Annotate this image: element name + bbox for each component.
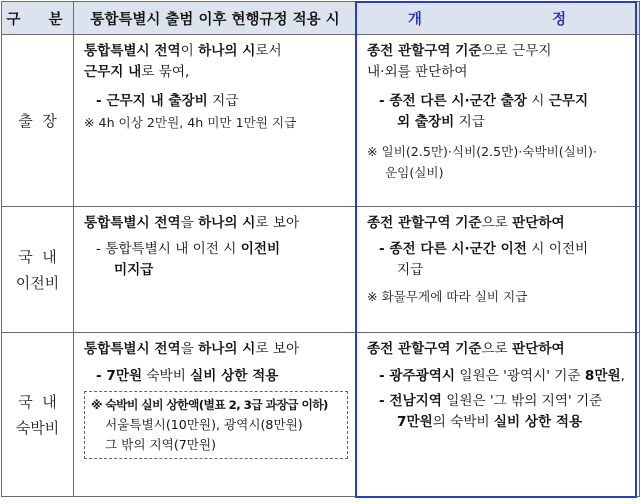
text: 실비 상한 적용 — [493, 414, 583, 430]
text: 로 보아 — [255, 341, 300, 357]
current-rule-cell — [74, 207, 357, 333]
text: 일원은 '광역시' 기준 — [455, 368, 585, 384]
header-revised: 개 정 — [357, 2, 640, 35]
comparison-table — [1, 1, 640, 497]
text: 이전비 — [240, 241, 281, 257]
text: 판단하여 — [512, 341, 565, 357]
table-row-lodging — [2, 333, 640, 497]
text: 판단하여 — [512, 215, 565, 231]
text: 통합특별시 전역 — [84, 341, 181, 357]
text: 내·외를 판단하여 — [367, 64, 468, 80]
row-category — [2, 35, 74, 207]
text: - 종전 다른 시·군간 출장 — [379, 93, 527, 109]
note-text: ※ 일비(2.5만)·식비(2.5만)·숙박비(실비)· — [367, 144, 597, 159]
text: - 종전 다른 시·군간 이전 — [379, 241, 527, 257]
text: - 광주광역시 — [379, 368, 456, 384]
lodging-limit-note-box — [84, 391, 348, 459]
text: 이 — [180, 43, 199, 59]
text: 시 — [526, 93, 549, 109]
text: 근무지 — [548, 93, 589, 109]
revised-rule-cell — [357, 333, 640, 497]
text: - 7만원 — [96, 368, 143, 384]
row-category — [2, 207, 74, 333]
category-label: 국 내 — [18, 247, 57, 266]
text: - 전남지역 — [379, 393, 442, 409]
text: 으로 근무지 — [481, 43, 552, 59]
table-row-relocation — [2, 207, 640, 333]
text: 8만원 — [584, 368, 621, 384]
text: 종전 관할구역 기준 — [367, 43, 482, 59]
category-label: 국 내 — [18, 392, 57, 411]
note-text: 운임(실비) — [385, 165, 444, 180]
text: 로서 — [255, 43, 282, 59]
text: 외 출장비 — [397, 114, 455, 130]
note-text: 그 밖의 지역(7만원) — [105, 437, 217, 452]
text: 시 이전비 — [526, 241, 589, 257]
text: 지급 — [207, 93, 239, 109]
text: 의 숙박비 — [432, 414, 494, 430]
text: 지급 — [397, 262, 424, 278]
text: 하나의 시 — [198, 215, 256, 231]
text: 미지급 — [114, 262, 154, 278]
note-text: ※ 4h 이상 2만원, 4h 미만 1만원 지급 — [84, 115, 297, 130]
current-rule-cell — [74, 35, 357, 207]
text: 지급 — [454, 114, 485, 130]
text: 일원은 '그 밖의 지역' 기준 — [441, 393, 603, 409]
text: 하나의 시 — [198, 341, 256, 357]
text: 7만원 — [397, 414, 433, 430]
note-text: 서울특별시(10만원), 광역시(8만원) — [105, 417, 303, 432]
text: 하나의 시 — [198, 43, 256, 59]
current-rule-cell — [74, 333, 357, 497]
text: - 근무지 내 출장비 — [96, 93, 208, 109]
row-category — [2, 333, 74, 497]
text: 으로 — [481, 341, 513, 357]
text: 근무지 내 — [84, 64, 142, 80]
text: 로 묶여, — [141, 64, 190, 80]
text: 통합특별시 전역 — [84, 43, 181, 59]
category-label: 숙박비 — [15, 418, 60, 437]
text: 을 — [180, 215, 199, 231]
text: 통합특별시 전역 — [84, 215, 181, 231]
text: 로 보아 — [255, 215, 300, 231]
header-current: 통합특별시 출범 이후 현행규정 적용 시 — [74, 2, 357, 35]
revised-rule-cell — [357, 35, 640, 207]
note-text: ※ 화물무게에 따라 실비 지급 — [367, 289, 528, 304]
header-category: 구 분 — [2, 2, 74, 35]
text: - 통합특별시 내 이전 시 — [96, 241, 241, 257]
category-label: 이전비 — [15, 273, 60, 292]
text: 으로 — [481, 215, 513, 231]
note-title: ※ 숙박비 실비 상한액(별표 2, 3급 과장급 이하) — [91, 398, 328, 412]
text: 종전 관할구역 기준 — [367, 215, 482, 231]
category-label: 출 장 — [18, 111, 57, 130]
text: 종전 관할구역 기준 — [367, 341, 482, 357]
table-row-business-trip — [2, 35, 640, 207]
table-header-row — [2, 2, 640, 35]
text: 실비 상한 적용 — [190, 368, 279, 384]
text: 숙박비 — [142, 368, 191, 384]
text: , — [620, 368, 625, 384]
revised-rule-cell — [357, 207, 640, 333]
text: 을 — [180, 341, 199, 357]
